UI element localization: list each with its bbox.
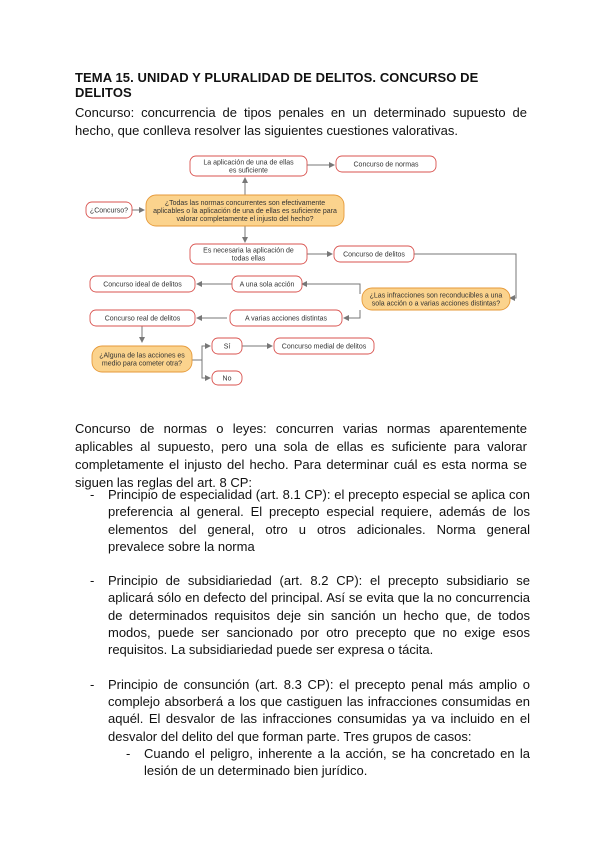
list-dash: - xyxy=(126,745,131,761)
diagram-node-text: No xyxy=(222,375,232,383)
diagram-node-text: Concurso medial de delitos xyxy=(281,343,367,351)
diagram-node-real xyxy=(90,310,195,326)
diagram-node-text: Sí xyxy=(223,343,231,351)
diagram-node-medio xyxy=(92,346,192,372)
diagram-node-text: Concurso real de delitos xyxy=(104,315,181,323)
diagram-node-necesaria xyxy=(190,244,307,264)
flow-diagram xyxy=(82,150,522,395)
diagram-node-text: es suficiente xyxy=(229,167,268,175)
diagram-node-text: ¿Concurso? xyxy=(89,207,129,215)
diagram-node-text: A una sola acción xyxy=(239,281,295,289)
list-dash: - xyxy=(90,487,95,502)
diagram-node-una-accion xyxy=(232,276,302,292)
diagram-node-text: Concurso de delitos xyxy=(343,251,405,259)
diagram-node-text: ¿Todas las normas concurrentes son efectivamente xyxy=(164,200,326,207)
diagram-node-concurso-q xyxy=(86,202,132,218)
diagram-node-si xyxy=(212,338,242,354)
diagram-node-ideal xyxy=(90,276,195,292)
diagram-node-text: La aplicación de una de ellas xyxy=(203,159,294,167)
diagram-node-text: Concurso ideal de delitos xyxy=(103,281,182,289)
diagram-node-medial xyxy=(274,338,374,354)
diagram-node-concurso-delitos xyxy=(334,246,414,262)
diagram-node-text: A varias acciones distintas xyxy=(244,315,328,323)
intro-paragraph: Concurso: concurrencia de tipos penales en un determinado supuesto de hecho, que conlleva resolver las siguientes cuestiones valorativas. xyxy=(75,105,527,138)
principles-list xyxy=(90,486,530,779)
diagram-node-concurso-normas xyxy=(336,156,436,172)
list-item xyxy=(90,572,530,658)
diagram-node-varias-acciones xyxy=(230,310,342,326)
diagram-node-text: ¿Las infracciones son reconducibles a una xyxy=(369,292,503,300)
diagram-node-todas-normas xyxy=(146,195,344,226)
list-item-text: Principio de especialidad (art. 8.1 CP): el precepto especial se aplica con preferencia al general. El precepto especial requiere, además de los elementos del general, otro u otros adicionales. Norma general prevalece sobre la norma xyxy=(108,487,530,554)
diagram-node-text: todas ellas xyxy=(231,255,266,263)
diagram-node-text: Concurso de normas xyxy=(353,161,419,169)
subcases-list xyxy=(108,745,530,780)
list-item xyxy=(90,486,530,555)
normas-paragraph: Concurso de normas o leyes: concurren varias normas aparentemente aplicables al supuesto, pero una sola de ellas es suficiente para valorar completamente el injusto del hecho. Para determinar cuál es esta norma se siguen las reglas del art. 8 CP: xyxy=(75,421,527,490)
sub-list-item xyxy=(126,745,530,780)
diagram-node-aplicacion-una xyxy=(190,156,307,176)
diagram-node-text: Es necesaria la aplicación de xyxy=(203,247,294,255)
diagram-node-text: medio para cometer otra? xyxy=(101,360,183,368)
diagram-node-no xyxy=(212,371,242,385)
list-item-text: Principio de subsidiariedad (art. 8.2 CP): el precepto subsidiario se aplicará sólo en defecto del principal. Así se evita que la no concurrencia de determinados requisitos deje sin sanción un hecho que, de todos modos, puede ser sancionado por otro precepto que no exige esos requisitos. La subsidiariedad puede ser expresa o tácita. xyxy=(108,573,530,658)
diagram-node-text: sola acción o a varias acciones distintas? xyxy=(371,300,501,308)
diagram-node-text: ¿Alguna de las acciones es xyxy=(99,352,185,360)
sub-list-item-text: Cuando el peligro, inherente a la acción, se ha concretado en la lesión de un determinado bien jurídico. xyxy=(144,745,530,779)
diagram-node-text: aplicables o la aplicación de una de ellas es suficiente para xyxy=(153,208,337,215)
list-item xyxy=(90,676,530,780)
page-title: TEMA 15. UNIDAD Y PLURALIDAD DE DELITOS. CONCURSO DE DELITOS xyxy=(75,70,479,100)
diagram-node-text: valorar completamente el injusto del hecho? xyxy=(176,216,314,223)
diagram-node-infracciones xyxy=(362,288,510,310)
list-item-text: Principio de consunción (art. 8.3 CP): el precepto penal más amplio o complejo absorberá a los que castiguen las infracciones consumidas en aquél. El desvalor de las infracciones consumidas ya va incluido en el desvalor del delito del que forman parte. Tres grupos de casos: xyxy=(108,676,530,744)
list-dash: - xyxy=(90,676,95,692)
list-dash: - xyxy=(90,573,95,589)
